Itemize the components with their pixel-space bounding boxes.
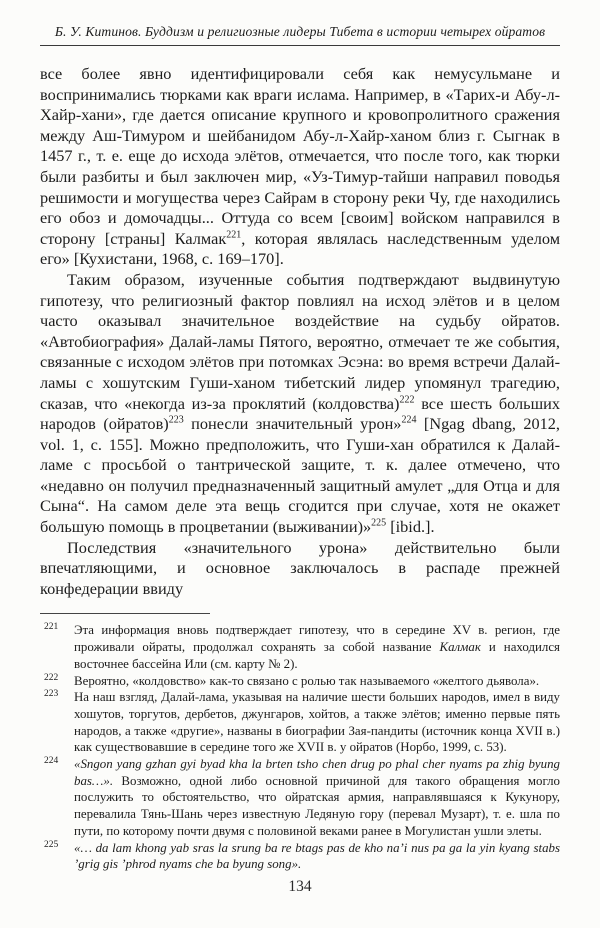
footnote-run: Эта информация вновь подтверждает гипотезу, что в середине XV в. регион, где проживали ойраты, продолжал сохранять за собой название [74,623,560,655]
footnote-ref-221: 221 [226,229,242,241]
paragraph-text: [Ngag dbang, 2012, vol. 1, с. 155]. Можно предположить, что Гуши-хан обратился к Далай-ламе с просьбой о тантрической защите, т. к. далее отмечено, что «недавно он получил предназначенный защитный амулет „для Отца и для Сына“. На самом деле эта вещь сгодится при случае, хотя не окажет большую помощь в процветании (выживании)» [40,414,560,537]
footnote-run: На наш взгляд, Далай-лама, указывая на наличие шести больших народов, имел в виду хошутов, торгутов, дербетов, джунгаров, хойтов, а также элётов; именно первые пять народов, а также «другие», названы в биографии Зая-пандиты (источник конца XVII в.) как существовавшие в середине того же XVII в. у ойратов (Норбо, 1999, с. 53). [74,690,560,755]
footnote-223 [40,689,560,756]
footnote-text [74,756,560,840]
footnote-run-italic: Калмак [439,640,481,655]
footnote-number: 222 [44,672,59,683]
paragraph-text: [ibid.]. [386,517,435,537]
footnote-ref-223: 223 [168,414,184,426]
footnote-run: Вероятно, «колдовство» как-то связано с ролью так называемого «желтого дьявола». [74,673,540,688]
paragraph-text: Таким образом, изученные события подтверждают выдвинутую гипотезу, что религиозный фактор повлиял на исход элётов и в целом часто оказывал значительное воздействие на судьбу ойратов. «Автобиография» Далай-ламы Пятого, вероятно, отмечает те же события, связанные с исходом элётов при потомках Эсэна: во время встречи Далай-ламы с хошутским Гуши-ханом тибетский лидер упомянул трагедию, сказав, что «некогда из-за проклятий (колдовства) [40,269,560,413]
footnote-run-italic: «Sngon yang gzhan gyi byad kha la brten tsho chen drug po phal cher nyams pa zhig byung bas…». [74,757,560,788]
paragraph-text: понесли значительный урон» [183,414,402,434]
footnote-224 [40,756,560,840]
footnote-225 [40,840,560,873]
paragraph-1 [40,64,560,270]
footnote-221 [40,622,560,672]
footnote-text [74,622,560,672]
footnote-run-italic: «… da lam khong yab sras la srung ba re btags pas de kho na’i nus pa ga la yin kyang stabs ’grig gis ’phrod nyams che ba byung song». [74,840,560,872]
running-header-text: Б. У. Китинов. Буддизм и религиозные лидеры Тибета в истории четырех ойратов [54,24,546,39]
footnote-ref-222: 222 [399,394,415,406]
paragraph-text: все шесть больших народов (ойратов) [40,393,560,434]
paragraph-text: все более явно идентифицировали себя как немусульмане и воспринимались тюрками как враги ислама. Например, в «Тарих-и Абу-л-Хайр-хани», где дается описание крупного и кровопролитного сражения между Аш-Тимуром и шейбанидом Абу-л-Хайр-ханом близ г. Сыгнак в 1457 г., т. е. еще до исхода элётов, отмечается, что после того, как тюрки были разбиты и был заключен мир, «Уз-Тимур-тайши направил поводья решимости и могущества через Сайрам в сторону реки Чу, где находились его обоз и домочадцы... Оттуда со всем [своим] войском направился в сторону [страны] Калмак [40,64,560,248]
footnote-222 [40,673,560,690]
paragraph-text: , которая являлась наследственным уделом его» [Кухистани, 1968, с. 169–170]. [40,228,560,269]
footnote-text [74,840,560,873]
paragraph-2 [40,270,560,538]
page-number: 134 [288,878,312,895]
footnote-number: 223 [44,689,59,700]
footnote-number: 224 [44,756,59,767]
footnote-ref-224: 224 [401,414,417,426]
running-header [40,24,560,46]
page-body [40,64,560,599]
footnote-text [74,689,560,756]
footnote-run: Возможно, одной либо основной причиной для такого обращения могло послужить то обстоятельство, что ойратская армия, направлявшаяся к Кукунору, перевалила Тянь-Шань через известную Ледяную гору (перевал Музарт), т. е. шла по пути, по которому почти двумя с половиной веками ранее в Могулистан ушли элеты. [74,773,560,838]
paragraph-3 [40,538,560,600]
footnote-number: 221 [44,622,59,633]
paragraph-text: Последствия «значительного урона» действительно были впечатляющими, и основное заключалось в распаде прежней конфедерации ввиду [40,537,560,598]
footnote-number: 225 [44,839,59,850]
footnotes-section [40,622,560,873]
footnote-divider [40,613,210,614]
footnote-text [74,673,560,690]
footnote-ref-225: 225 [371,517,387,529]
footnote-run: и находился восточнее бассейна Или (см. карту № 2). [74,640,560,671]
